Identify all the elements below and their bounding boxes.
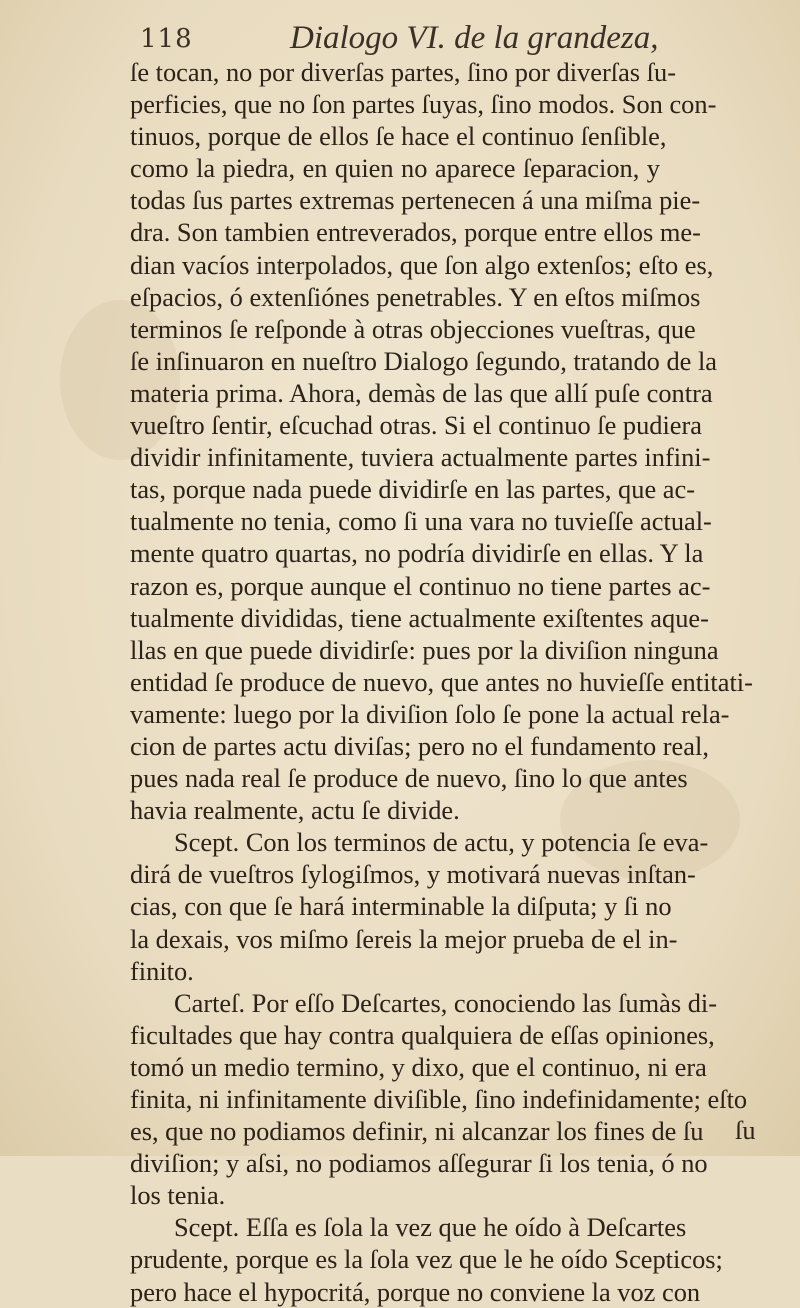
body-text: [130, 56, 753, 1308]
text-line: ficultades que hay contra qualquiera de eſſas opiniones,: [130, 1019, 715, 1050]
text-line: ſe inſinuaron en nueſtro Dialogo ſegundo, tratando de la: [130, 345, 718, 376]
text-line: Scept. Eſſa es ſola la vez que he oído à Deſcartes: [174, 1212, 687, 1243]
page-number: 118: [140, 24, 193, 54]
text-line: eſpacios, ó extenſiónes penetrables. Y en eſtos miſmos: [130, 281, 701, 312]
text-line: perficies, que no ſon partes ſuyas, ſino modos. Son con-: [130, 89, 717, 120]
text-line: todas ſus partes extremas pertenecen á una miſma pie-: [130, 185, 701, 216]
text-line: materia prima. Ahora, demàs de las que allí puſe contra: [130, 377, 713, 408]
text-line: los tenia.: [130, 1180, 226, 1211]
running-head: Dialogo VI. de la grandeza,: [290, 20, 659, 56]
text-line: diviſion; y aſsi, no podiamos aſſegurar ſi los tenia, ó no: [130, 1148, 708, 1179]
text-line: dividir infinitamente, tuviera actualmente partes infini-: [130, 442, 711, 473]
text-line: tualmente no tenia, como ſi una vara no tuvieſſe actual-: [130, 506, 712, 537]
text-line: terminos ſe reſponde à otras objecciones vueſtras, que: [130, 313, 696, 344]
text-line: prudente, porque es la ſola vez que le he oído Scepticos;: [130, 1244, 723, 1275]
text-line: la dexais, vos miſmo ſereis la mejor prueba de el in-: [130, 923, 678, 954]
paragraph: [130, 56, 753, 826]
text-line: dirá de vueſtros ſylogiſmos, y motivará nuevas inſtan-: [130, 859, 696, 890]
text-line: mente quatro quartas, no podría dividirſe en ellas. Y la: [130, 538, 704, 569]
text-line: pero hace el hypocritá, porque no conviene la voz con: [130, 1276, 701, 1307]
text-line: ſe tocan, no por diverſas partes, ſino por diverſas ſu-: [130, 57, 676, 87]
text-line: como la piedra, en quien no aparece ſeparacion, y: [130, 153, 660, 184]
text-line: dra. Son tambien entreverados, porque entre ellos me-: [130, 217, 701, 248]
text-line: tinuos, porque de ellos ſe hace el continuo ſenſible,: [130, 121, 667, 152]
text-line: entidad ſe produce de nuevo, que antes no huvieſſe entitati-: [130, 666, 753, 697]
text-line: Scept. Con los terminos de actu, y potencia ſe eva-: [174, 827, 709, 858]
text-line: cias, con que ſe hará interminable la diſputa; y ſi no: [130, 891, 672, 922]
text-line: razon es, porque aunque el continuo no tiene partes ac-: [130, 570, 711, 601]
text-line: tas, porque nada puede dividirſe en las partes, que ac-: [130, 474, 695, 505]
text-line: vueſtro ſentir, eſcuchad otras. Si el continuo ſe pudiera: [130, 410, 703, 441]
text-line: havia realmente, actu ſe divide.: [130, 795, 460, 826]
text-line: dian vacíos interpolados, que ſon algo extenſos; eſto es,: [130, 249, 714, 280]
catchword: ſu: [735, 1115, 756, 1145]
text-line: tomó un medio termino, y dixo, que el continuo, ni era: [130, 1051, 707, 1082]
text-line: llas en que puede dividirſe: pues por la diviſion ninguna: [130, 634, 719, 665]
text-line: cion de partes actu diviſas; pero no el fundamento real,: [130, 730, 709, 761]
text-line: finito.: [130, 955, 194, 986]
text-line: finita, ni infinitamente diviſible, ſino indefinidamente; eſto: [130, 1084, 748, 1114]
text-line: tualmente divididas, tiene actualmente exiſtentes aque-: [130, 602, 709, 633]
paragraph: [130, 987, 748, 1212]
paragraph: [130, 1211, 723, 1307]
text-line: vamente: luego por la diviſion ſolo ſe pone la actual rela-: [130, 698, 730, 729]
paragraph: [130, 826, 709, 986]
text-line: pues nada real ſe produce de nuevo, ſino lo que antes: [130, 763, 688, 794]
text-line: es, que no podiamos definir, ni alcanzar los fines de ſu: [130, 1116, 704, 1147]
text-line: Carteſ. Por eſſo Deſcartes, conociendo las ſumàs di-: [174, 987, 718, 1018]
